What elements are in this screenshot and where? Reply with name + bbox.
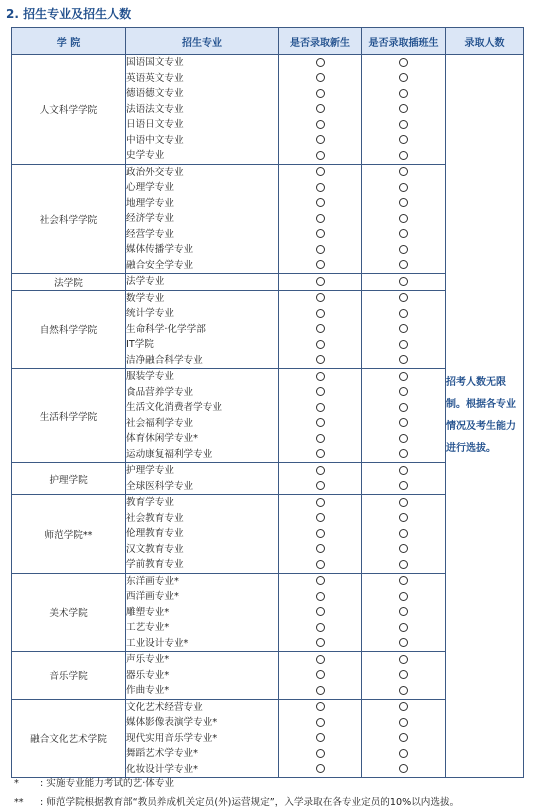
major-name: 生活文化消费者学专业 bbox=[126, 400, 279, 416]
circle-icon bbox=[316, 183, 325, 192]
new-student-mark bbox=[279, 589, 362, 605]
major-name: 国语国文专业 bbox=[126, 55, 279, 71]
circle-icon bbox=[316, 481, 325, 490]
new-student-mark bbox=[279, 211, 362, 227]
new-student-mark bbox=[279, 431, 362, 447]
circle-icon bbox=[316, 167, 325, 176]
transfer-student-mark bbox=[362, 337, 446, 353]
circle-icon bbox=[316, 529, 325, 538]
circle-icon bbox=[316, 387, 325, 396]
major-name: 洁净融合科学专业 bbox=[126, 353, 279, 369]
major-name: 化妆设计学专业* bbox=[126, 762, 279, 778]
circle-icon bbox=[399, 309, 408, 318]
new-student-mark bbox=[279, 242, 362, 258]
new-student-mark bbox=[279, 71, 362, 87]
transfer-student-mark bbox=[362, 290, 446, 306]
admission-table bbox=[11, 27, 524, 778]
new-student-mark bbox=[279, 133, 362, 149]
circle-icon bbox=[316, 544, 325, 553]
circle-icon bbox=[316, 466, 325, 475]
circle-icon bbox=[316, 309, 325, 318]
circle-icon bbox=[316, 324, 325, 333]
major-name: 东洋画专业* bbox=[126, 573, 279, 589]
new-student-mark bbox=[279, 306, 362, 322]
circle-icon bbox=[399, 229, 408, 238]
major-name: 法学专业 bbox=[126, 274, 279, 291]
college-name: 法学院 bbox=[12, 274, 126, 291]
header-transfer-students: 是否录取插班生 bbox=[362, 28, 446, 55]
transfer-student-mark bbox=[362, 353, 446, 369]
circle-icon bbox=[399, 449, 408, 458]
circle-icon bbox=[399, 167, 408, 176]
circle-icon bbox=[399, 214, 408, 223]
header-major: 招生专业 bbox=[126, 28, 279, 55]
transfer-student-mark bbox=[362, 117, 446, 133]
circle-icon bbox=[316, 449, 325, 458]
major-name: 法语法文专业 bbox=[126, 102, 279, 118]
new-student-mark bbox=[279, 557, 362, 573]
table-header-row bbox=[12, 28, 524, 55]
footnotes bbox=[14, 774, 459, 812]
major-name: 运动康复福利学专业 bbox=[126, 447, 279, 463]
circle-icon bbox=[399, 686, 408, 695]
new-student-mark bbox=[279, 511, 362, 527]
circle-icon bbox=[316, 686, 325, 695]
circle-icon bbox=[316, 214, 325, 223]
circle-icon bbox=[399, 513, 408, 522]
new-student-mark bbox=[279, 668, 362, 684]
circle-icon bbox=[399, 466, 408, 475]
major-name: 政治外交专业 bbox=[126, 164, 279, 180]
new-student-mark bbox=[279, 605, 362, 621]
circle-icon bbox=[399, 277, 408, 286]
new-student-mark bbox=[279, 117, 362, 133]
new-student-mark bbox=[279, 526, 362, 542]
transfer-student-mark bbox=[362, 306, 446, 322]
major-name: 器乐专业* bbox=[126, 668, 279, 684]
transfer-student-mark bbox=[362, 55, 446, 71]
major-name: 英语英文专业 bbox=[126, 71, 279, 87]
college-name: 生活科学学院 bbox=[12, 369, 126, 463]
major-name: 西洋画专业* bbox=[126, 589, 279, 605]
circle-icon bbox=[399, 324, 408, 333]
circle-icon bbox=[316, 277, 325, 286]
transfer-student-mark bbox=[362, 652, 446, 668]
transfer-student-mark bbox=[362, 573, 446, 589]
circle-icon bbox=[399, 544, 408, 553]
major-name: 工业设计专业* bbox=[126, 636, 279, 652]
transfer-student-mark bbox=[362, 416, 446, 432]
footnote-2 bbox=[14, 793, 459, 812]
major-name: 心理学专业 bbox=[126, 180, 279, 196]
major-name: 服装学专业 bbox=[126, 369, 279, 385]
circle-icon bbox=[316, 89, 325, 98]
transfer-student-mark bbox=[362, 511, 446, 527]
major-name: 统计学专业 bbox=[126, 306, 279, 322]
major-name: 生命科学·化学学部 bbox=[126, 322, 279, 338]
transfer-student-mark bbox=[362, 479, 446, 495]
transfer-student-mark bbox=[362, 731, 446, 747]
new-student-mark bbox=[279, 746, 362, 762]
major-name: 全球医科学专业 bbox=[126, 479, 279, 495]
circle-icon bbox=[316, 372, 325, 381]
new-student-mark bbox=[279, 652, 362, 668]
circle-icon bbox=[399, 293, 408, 302]
transfer-student-mark bbox=[362, 133, 446, 149]
circle-icon bbox=[316, 498, 325, 507]
major-name: 社会教育专业 bbox=[126, 511, 279, 527]
transfer-student-mark bbox=[362, 322, 446, 338]
circle-icon bbox=[399, 260, 408, 269]
major-name: 媒体传播学专业 bbox=[126, 242, 279, 258]
new-student-mark bbox=[279, 102, 362, 118]
circle-icon bbox=[399, 638, 408, 647]
circle-icon bbox=[316, 749, 325, 758]
circle-icon bbox=[399, 670, 408, 679]
college-name: 自然科学学院 bbox=[12, 290, 126, 369]
new-student-mark bbox=[279, 86, 362, 102]
circle-icon bbox=[399, 718, 408, 727]
circle-icon bbox=[399, 733, 408, 742]
new-student-mark bbox=[279, 731, 362, 747]
footnote-symbol: ** bbox=[14, 797, 24, 808]
new-student-mark bbox=[279, 258, 362, 274]
transfer-student-mark bbox=[362, 605, 446, 621]
transfer-student-mark bbox=[362, 447, 446, 463]
transfer-student-mark bbox=[362, 589, 446, 605]
new-student-mark bbox=[279, 180, 362, 196]
circle-icon bbox=[399, 607, 408, 616]
circle-icon bbox=[316, 293, 325, 302]
new-student-mark bbox=[279, 479, 362, 495]
footnote-1 bbox=[14, 774, 459, 793]
new-student-mark bbox=[279, 495, 362, 511]
transfer-student-mark bbox=[362, 242, 446, 258]
circle-icon bbox=[316, 245, 325, 254]
circle-icon bbox=[399, 764, 408, 773]
transfer-student-mark bbox=[362, 196, 446, 212]
transfer-student-mark bbox=[362, 668, 446, 684]
section-title: 2. 招生专业及招生人数 bbox=[6, 7, 132, 21]
new-student-mark bbox=[279, 353, 362, 369]
major-name: 伦理教育专业 bbox=[126, 526, 279, 542]
new-student-mark bbox=[279, 196, 362, 212]
footnote-text: : 实施专业能力考试的艺·体专业 bbox=[40, 778, 175, 789]
header-college: 学 院 bbox=[12, 28, 126, 55]
circle-icon bbox=[399, 576, 408, 585]
admission-quota-note: 招考人数无限制。根据各专业情况及考生能力进行选拔。 bbox=[446, 55, 524, 778]
new-student-mark bbox=[279, 385, 362, 401]
circle-icon bbox=[316, 434, 325, 443]
circle-icon bbox=[316, 513, 325, 522]
major-name: 汉文教育专业 bbox=[126, 542, 279, 558]
new-student-mark bbox=[279, 620, 362, 636]
new-student-mark bbox=[279, 636, 362, 652]
footnote-text: : 师范学院根据教育部“教员养成机关定员(外)运营规定”，入学录取在各专业定员的10%以内选拔。 bbox=[40, 797, 460, 808]
new-student-mark bbox=[279, 322, 362, 338]
transfer-student-mark bbox=[362, 715, 446, 731]
circle-icon bbox=[316, 198, 325, 207]
transfer-student-mark bbox=[362, 463, 446, 479]
circle-icon bbox=[316, 104, 325, 113]
major-name: 雕塑专业* bbox=[126, 605, 279, 621]
new-student-mark bbox=[279, 715, 362, 731]
circle-icon bbox=[399, 245, 408, 254]
circle-icon bbox=[399, 151, 408, 160]
circle-icon bbox=[316, 702, 325, 711]
major-name: 文化艺术经营专业 bbox=[126, 699, 279, 715]
major-name: 教育学专业 bbox=[126, 495, 279, 511]
major-name: 史学专业 bbox=[126, 148, 279, 164]
transfer-student-mark bbox=[362, 431, 446, 447]
transfer-student-mark bbox=[362, 542, 446, 558]
major-name: 工艺专业* bbox=[126, 620, 279, 636]
table-row bbox=[12, 55, 524, 71]
circle-icon bbox=[399, 104, 408, 113]
new-student-mark bbox=[279, 164, 362, 180]
transfer-student-mark bbox=[362, 227, 446, 243]
circle-icon bbox=[316, 260, 325, 269]
transfer-student-mark bbox=[362, 636, 446, 652]
circle-icon bbox=[316, 718, 325, 727]
college-name: 人文科学学院 bbox=[12, 55, 126, 165]
major-name: 声乐专业* bbox=[126, 652, 279, 668]
major-name: 融合安全学专业 bbox=[126, 258, 279, 274]
new-student-mark bbox=[279, 274, 362, 291]
new-student-mark bbox=[279, 55, 362, 71]
circle-icon bbox=[399, 135, 408, 144]
circle-icon bbox=[399, 120, 408, 129]
circle-icon bbox=[316, 764, 325, 773]
circle-icon bbox=[399, 418, 408, 427]
new-student-mark bbox=[279, 416, 362, 432]
major-name: 食品营养学专业 bbox=[126, 385, 279, 401]
circle-icon bbox=[316, 576, 325, 585]
transfer-student-mark bbox=[362, 211, 446, 227]
circle-icon bbox=[399, 58, 408, 67]
circle-icon bbox=[399, 340, 408, 349]
circle-icon bbox=[316, 403, 325, 412]
transfer-student-mark bbox=[362, 369, 446, 385]
transfer-student-mark bbox=[362, 71, 446, 87]
new-student-mark bbox=[279, 447, 362, 463]
transfer-student-mark bbox=[362, 102, 446, 118]
college-name: 护理学院 bbox=[12, 463, 126, 495]
circle-icon bbox=[399, 623, 408, 632]
college-name: 美术学院 bbox=[12, 573, 126, 652]
new-student-mark bbox=[279, 683, 362, 699]
transfer-student-mark bbox=[362, 620, 446, 636]
transfer-student-mark bbox=[362, 746, 446, 762]
circle-icon bbox=[316, 607, 325, 616]
circle-icon bbox=[399, 183, 408, 192]
header-admission-count: 录取人数 bbox=[446, 28, 524, 55]
transfer-student-mark bbox=[362, 400, 446, 416]
college-name: 音乐学院 bbox=[12, 652, 126, 700]
college-name: 师范学院** bbox=[12, 495, 126, 574]
major-name: 德语德文专业 bbox=[126, 86, 279, 102]
circle-icon bbox=[399, 198, 408, 207]
new-student-mark bbox=[279, 573, 362, 589]
circle-icon bbox=[399, 655, 408, 664]
major-name: IT学院 bbox=[126, 337, 279, 353]
circle-icon bbox=[399, 372, 408, 381]
circle-icon bbox=[399, 592, 408, 601]
circle-icon bbox=[316, 592, 325, 601]
new-student-mark bbox=[279, 463, 362, 479]
circle-icon bbox=[399, 529, 408, 538]
transfer-student-mark bbox=[362, 274, 446, 291]
circle-icon bbox=[399, 560, 408, 569]
new-student-mark bbox=[279, 290, 362, 306]
transfer-student-mark bbox=[362, 699, 446, 715]
circle-icon bbox=[399, 355, 408, 364]
circle-icon bbox=[316, 638, 325, 647]
new-student-mark bbox=[279, 542, 362, 558]
major-name: 社会福利学专业 bbox=[126, 416, 279, 432]
circle-icon bbox=[399, 702, 408, 711]
major-name: 媒体影像表演学专业* bbox=[126, 715, 279, 731]
circle-icon bbox=[316, 151, 325, 160]
new-student-mark bbox=[279, 369, 362, 385]
circle-icon bbox=[316, 655, 325, 664]
college-name: 融合文化艺术学院 bbox=[12, 699, 126, 778]
circle-icon bbox=[316, 58, 325, 67]
circle-icon bbox=[316, 340, 325, 349]
new-student-mark bbox=[279, 337, 362, 353]
circle-icon bbox=[316, 229, 325, 238]
major-name: 现代实用音乐学专业* bbox=[126, 731, 279, 747]
circle-icon bbox=[316, 623, 325, 632]
circle-icon bbox=[399, 749, 408, 758]
major-name: 经营学专业 bbox=[126, 227, 279, 243]
new-student-mark bbox=[279, 699, 362, 715]
circle-icon bbox=[399, 387, 408, 396]
major-name: 数学专业 bbox=[126, 290, 279, 306]
transfer-student-mark bbox=[362, 495, 446, 511]
circle-icon bbox=[316, 135, 325, 144]
circle-icon bbox=[399, 434, 408, 443]
circle-icon bbox=[399, 481, 408, 490]
major-name: 日语日文专业 bbox=[126, 117, 279, 133]
major-name: 体育休闲学专业* bbox=[126, 431, 279, 447]
transfer-student-mark bbox=[362, 683, 446, 699]
new-student-mark bbox=[279, 227, 362, 243]
major-name: 学前教育专业 bbox=[126, 557, 279, 573]
table-body bbox=[12, 55, 524, 778]
major-name: 中语中文专业 bbox=[126, 133, 279, 149]
major-name: 经济学专业 bbox=[126, 211, 279, 227]
new-student-mark bbox=[279, 400, 362, 416]
circle-icon bbox=[399, 498, 408, 507]
circle-icon bbox=[399, 403, 408, 412]
major-name: 护理学专业 bbox=[126, 463, 279, 479]
circle-icon bbox=[399, 89, 408, 98]
transfer-student-mark bbox=[362, 86, 446, 102]
circle-icon bbox=[316, 73, 325, 82]
transfer-student-mark bbox=[362, 258, 446, 274]
circle-icon bbox=[316, 670, 325, 679]
circle-icon bbox=[316, 733, 325, 742]
major-name: 作曲专业* bbox=[126, 683, 279, 699]
circle-icon bbox=[316, 355, 325, 364]
major-name: 舞蹈艺术学专业* bbox=[126, 746, 279, 762]
header-new-students: 是否录取新生 bbox=[279, 28, 362, 55]
circle-icon bbox=[316, 120, 325, 129]
transfer-student-mark bbox=[362, 180, 446, 196]
transfer-student-mark bbox=[362, 526, 446, 542]
transfer-student-mark bbox=[362, 385, 446, 401]
circle-icon bbox=[316, 560, 325, 569]
circle-icon bbox=[316, 418, 325, 427]
circle-icon bbox=[399, 73, 408, 82]
transfer-student-mark bbox=[362, 148, 446, 164]
new-student-mark bbox=[279, 148, 362, 164]
major-name: 地理学专业 bbox=[126, 196, 279, 212]
footnote-symbol: * bbox=[14, 778, 19, 789]
college-name: 社会科学学院 bbox=[12, 164, 126, 274]
transfer-student-mark bbox=[362, 164, 446, 180]
transfer-student-mark bbox=[362, 557, 446, 573]
